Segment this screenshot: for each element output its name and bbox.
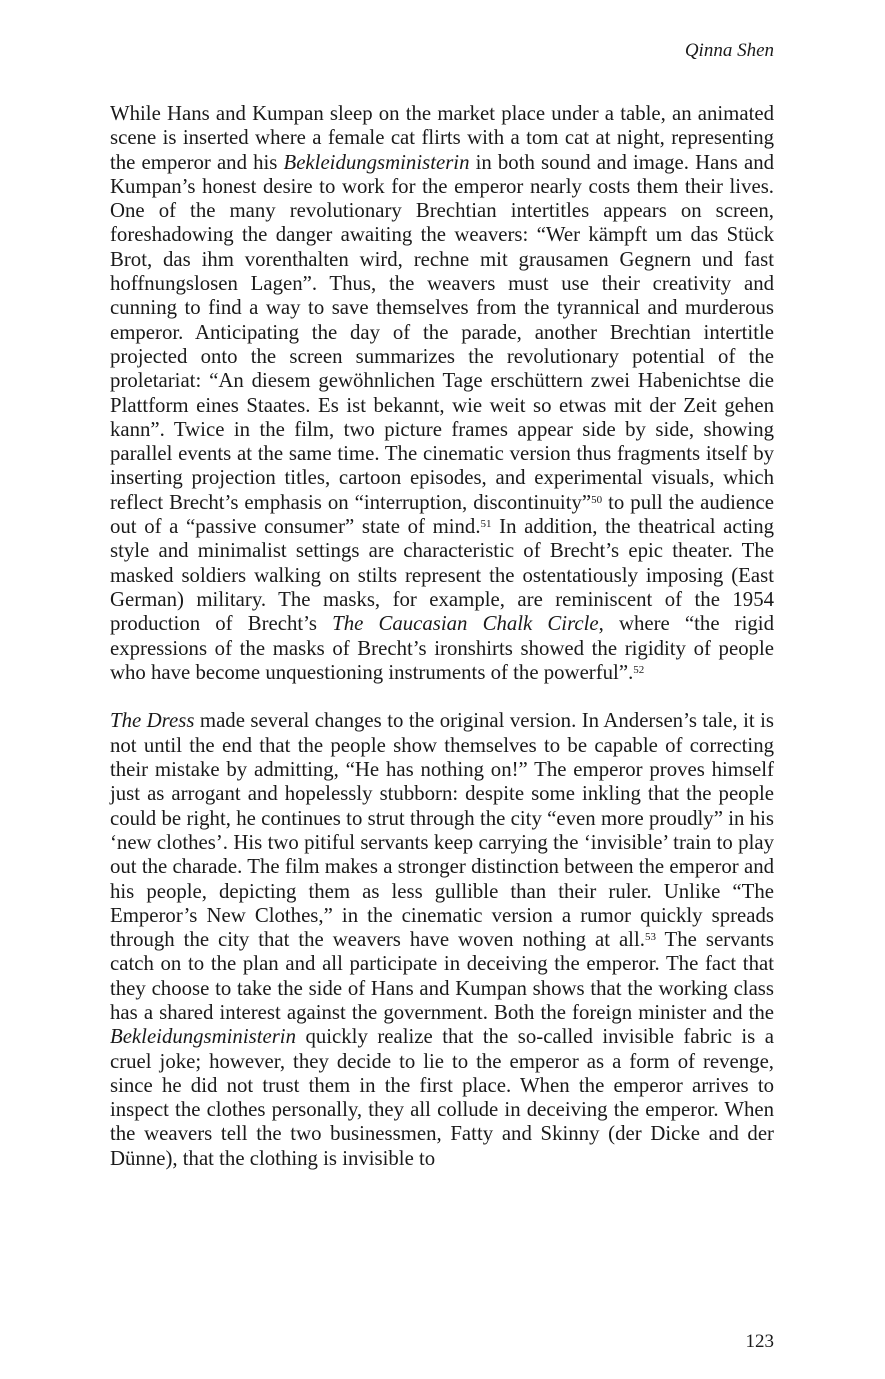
running-head-author: Qinna Shen: [684, 40, 774, 61]
italic-term: Bekleidungsministerin: [283, 150, 470, 174]
text-run: , where “the rigid expressions of the masks of Brecht’s ironshirts showed the rigidity of people who have become unquestioning instruments of the powerful”.: [110, 612, 774, 684]
footnote-ref-51: 51: [480, 518, 492, 530]
footnote-ref-50: 50: [591, 493, 603, 506]
italic-term: Bekleidungsministerin: [110, 1025, 296, 1049]
footnote-ref-52: 52: [633, 663, 645, 676]
text-run: While Hans and Kumpan sleep on the market place under a table, an animated scene is inserted where a female cat flirts with a tom cat at night, representing the emperor and his: [110, 102, 774, 174]
text-run: made several changes to the original version. In Andersen’s tale, it is not until the end that the people show themselves to be capable of correcting their mistake by admitting, “He has nothing on!” The emperor proves himself just as arrogant and hopelessly stubborn: despite some inkling that the people could be right, he continues to strut through the city “even more proudly” in his ‘new clothes’. His two pitiful servants keep carrying the ‘invisible’ train to play out the charade. The film makes a stronger distinction between the emperor and his people, depicting them as less gullible than their ruler. Unlike “The Emperor’s New Clothes,” in the cinematic version a rumor quickly spreads through the city that the weavers have woven nothing at all.: [110, 709, 774, 952]
text-run: quickly realize that the so-called invisible fabric is a cruel joke; however, they decide to lie to the emperor as a form of revenge, since he did not trust them in the first place. When the emperor arrives to inspect the clothes personally, they all collude in deceiving the emperor. When the weavers tell the two businessmen, Fatty and Skinny (der Dicke and der Dünne), that the clothing is invisible to: [110, 1025, 774, 1170]
text-run: The servants catch on to the plan and all participate in deceiving the emperor. The fact that they choose to take the side of Hans and Kumpan shows that the working class has a shared interest against the government. Both the foreign minister and the: [110, 928, 774, 1024]
italic-title: The Caucasian Chalk Circle: [332, 612, 599, 636]
page-number: 123: [745, 1331, 774, 1352]
text-run: in both sound and image. Hans and Kumpan’s honest desire to work for the emperor nearly costs them their lives. One of the many revolutionary Brechtian intertitles appears on screen, foreshadowing the danger awaiting the weavers: “Wer kämpft um das Stück Brot, das ihm vorenthalten wird, rechne mit grausamen Gegnern und fast hoffnungslosen Lagen”. Thus, the weavers must use their creativity and cunning to find a way to save themselves from the tyrannical and murderous emperor. Anticipating the day of the parade, another Brechtian intertitle projected onto the screen summarizes the revolutionary potential of the proletariat: “An diesem gewöhnlichen Tage erschüttern zwei Habenichtse die Plattform eines Staates. Es ist bekannt, wie weit so etwas mit der Zeit gehen kann”. Twice in the film, two picture frames appear side by side, showing parallel events at the same time. The cinematic version thus fragments itself by inserting projection titles, cartoon episodes, and experimental visuals, which reflect Brecht’s emphasis on “interruption, discontinuity”: [110, 150, 774, 514]
italic-title: The Dress: [110, 709, 195, 733]
text-run: to pull the audience out of a “passive consumer” state of mind.: [110, 490, 774, 539]
body-text: [110, 102, 774, 1195]
footnote-ref-53: 53: [644, 931, 656, 944]
paragraph-1: [110, 102, 774, 685]
paragraph-2: [110, 709, 774, 1171]
text-run: In addition, the theatrical acting style and minimalist settings are characteristic of Brecht’s epic theater. The masked soldiers walking on stilts represent the ostentatiously imposing (East German) military. The masks, for example, are reminiscent of the 1954 production of Brecht’s: [110, 515, 774, 636]
